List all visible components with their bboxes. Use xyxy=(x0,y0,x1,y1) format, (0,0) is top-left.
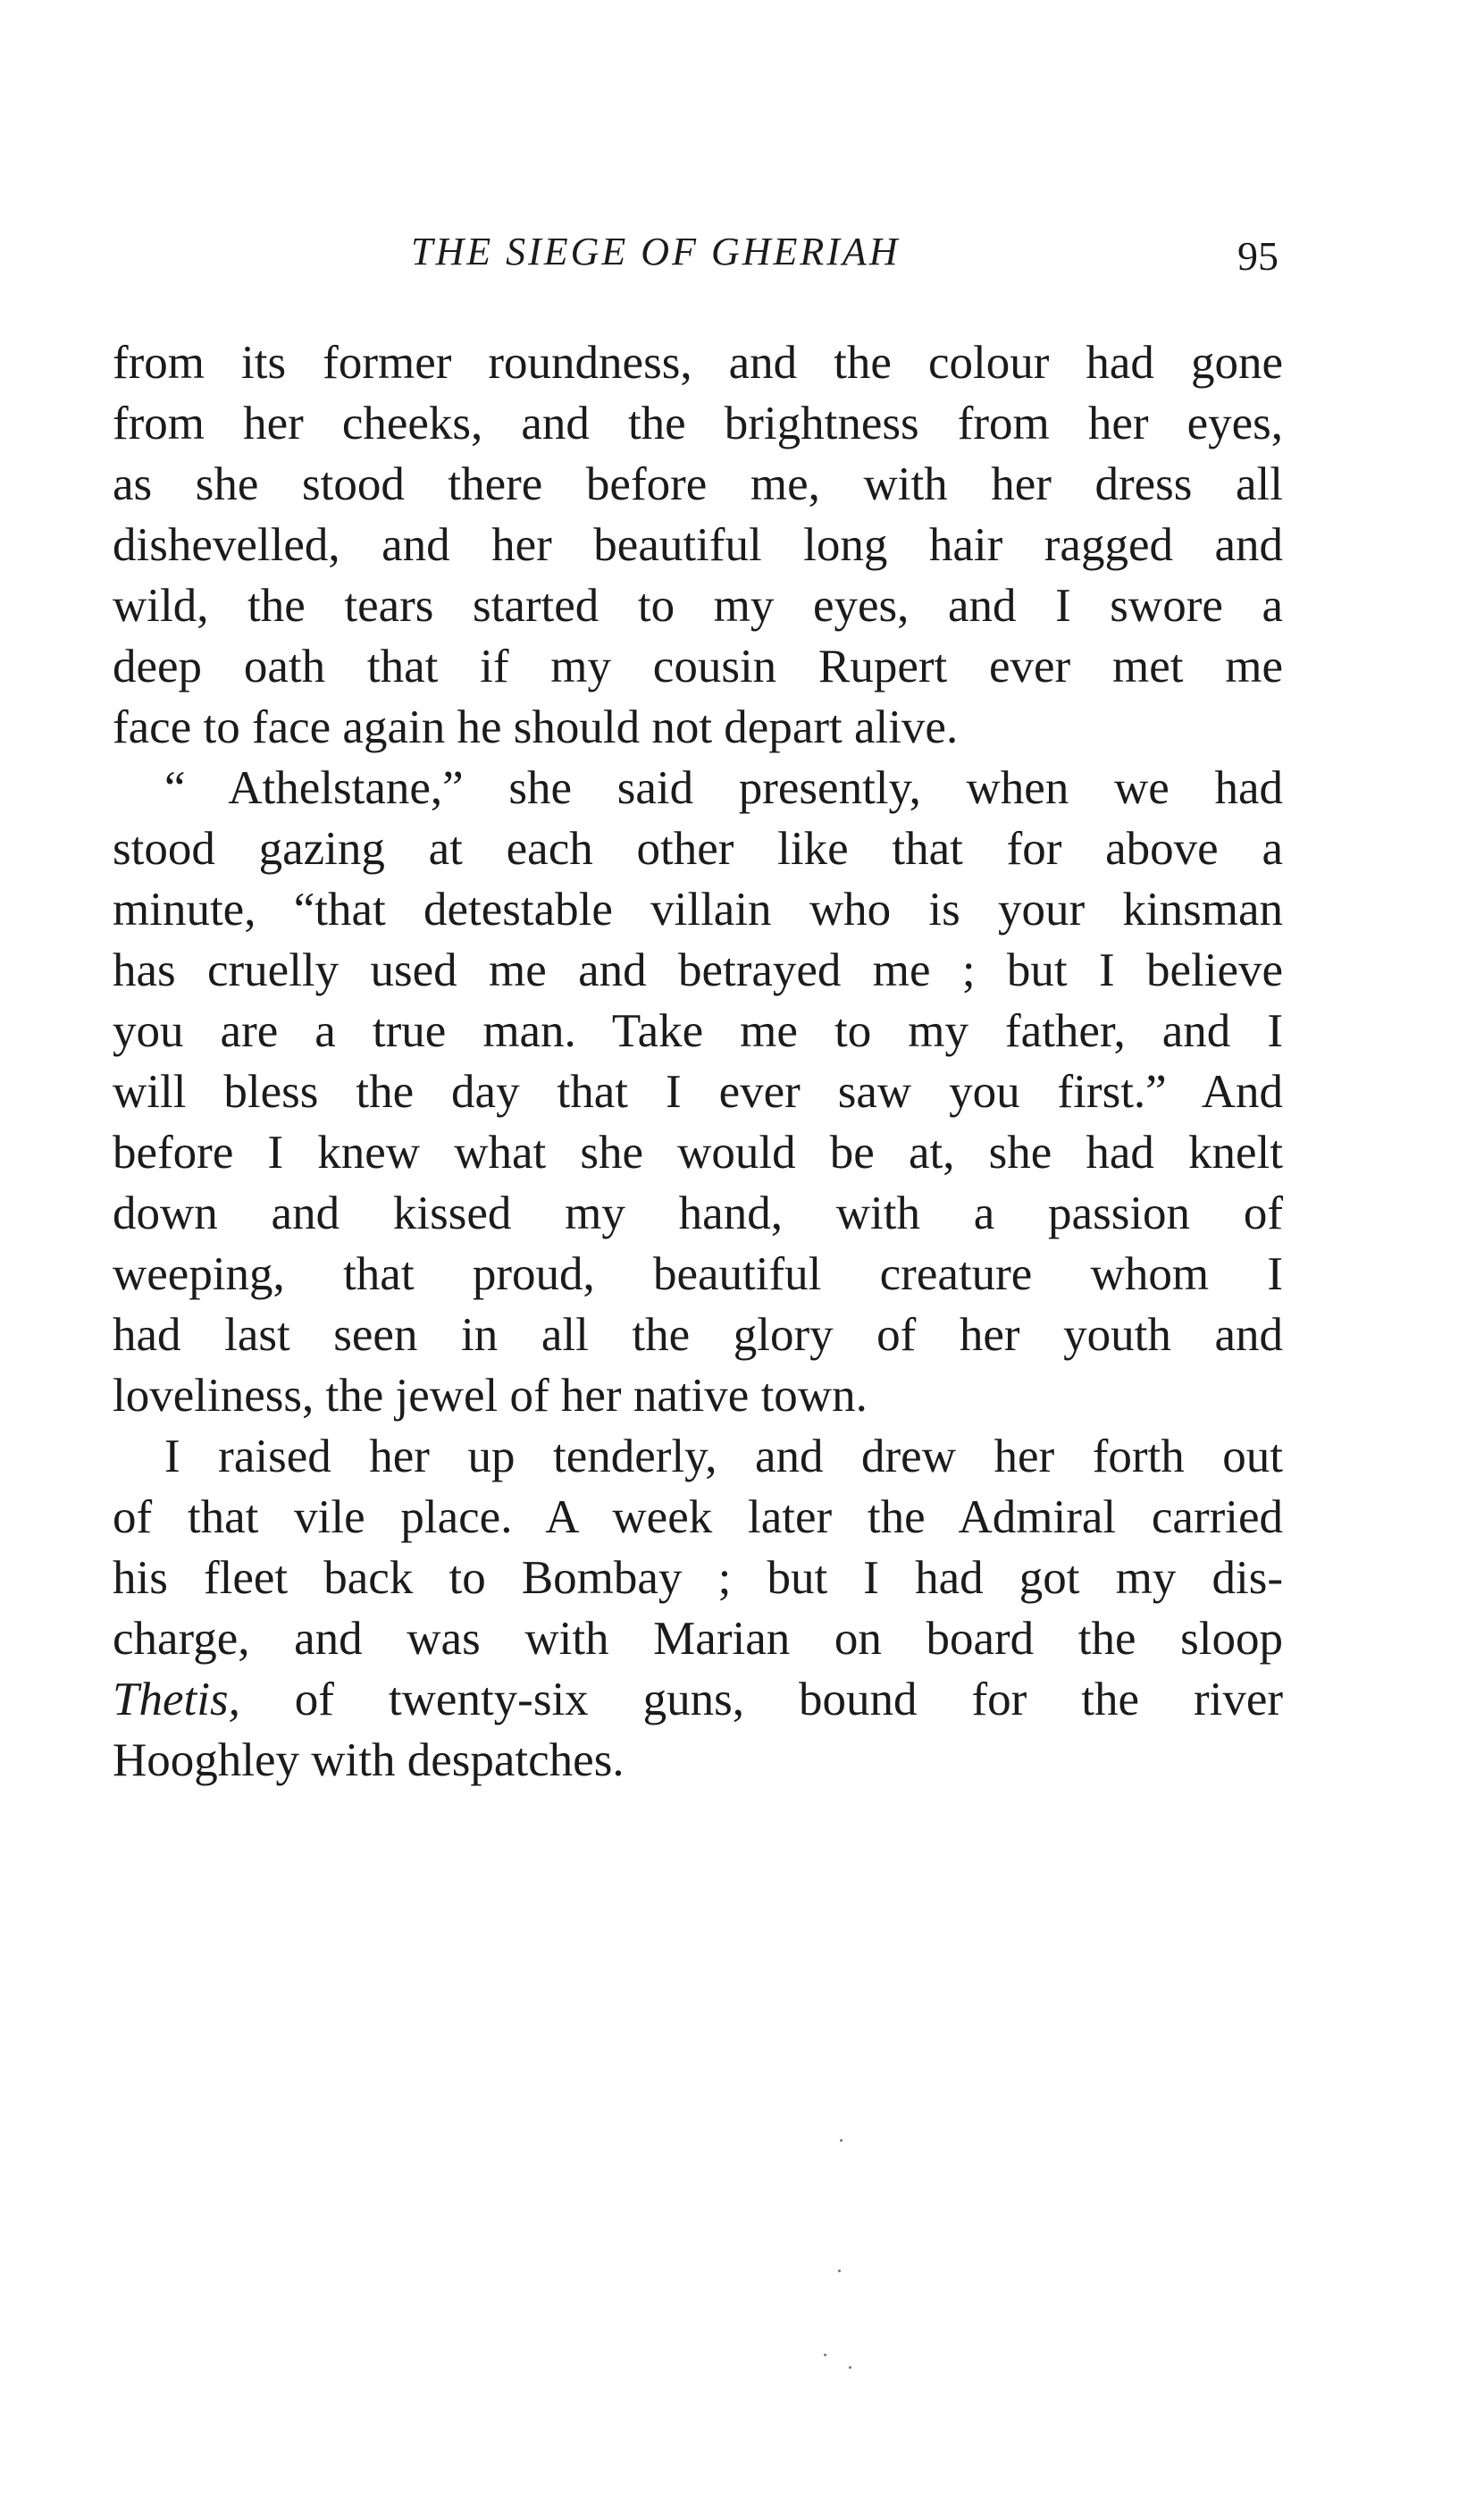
page-number: 95 xyxy=(1237,233,1279,279)
text-line: of that vile place. A week later the Admiral carried xyxy=(113,1491,1283,1543)
text-line: his fleet back to Bombay ; but I had got my dis- xyxy=(113,1552,1283,1604)
paper-speck xyxy=(824,2354,826,2356)
text-line: has cruelly used me and betrayed me ; but I believe xyxy=(113,944,1283,996)
text-line: I raised her up tenderly, and drew her forth out xyxy=(164,1431,1283,1482)
text-line: wild, the tears started to my eyes, and I swore a xyxy=(113,580,1283,632)
text-line: from her cheeks, and the brightness from her eyes, xyxy=(113,398,1283,449)
text-line: had last seen in all the glory of her youth and xyxy=(113,1309,1283,1361)
text-line: before I knew what she would be at, she had knelt xyxy=(113,1127,1283,1179)
text-line: loveliness, the jewel of her native town. xyxy=(113,1370,868,1422)
text-line: dishevelled, and her beautiful long hair ragged and xyxy=(113,519,1283,571)
text-line: deep oath that if my cousin Rupert ever met me xyxy=(113,641,1283,692)
paper-speck xyxy=(840,2139,843,2142)
text-line: down and kissed my hand, with a passion of xyxy=(113,1188,1283,1239)
text-line: you are a true man. Take me to my father, and I xyxy=(113,1005,1283,1057)
text-line: will bless the day that I ever saw you first.” And xyxy=(113,1066,1283,1118)
text-line: minute, “that detestable villain who is your kinsman xyxy=(113,884,1283,936)
text-line: “ Athelstane,” she said presently, when we had xyxy=(164,762,1283,814)
paper-speck xyxy=(838,2270,841,2272)
ship-name: Thetis, xyxy=(113,1674,240,1725)
text-line-rest: of twenty-six guns, bound for the river xyxy=(239,1674,1283,1725)
running-head xyxy=(0,229,1484,282)
text-line xyxy=(113,1669,1283,1730)
text-line: as she stood there before me, with her dress all xyxy=(113,458,1283,510)
text-line: charge, and was with Marian on board the sloop xyxy=(113,1613,1283,1665)
text-line: from its former roundness, and the colour had gone xyxy=(113,337,1283,389)
text-line: face to face again he should not depart alive. xyxy=(113,701,959,753)
text-line: stood gazing at each other like that for above a xyxy=(113,823,1283,875)
text-line: Hooghley with despatches. xyxy=(113,1734,625,1786)
body-text xyxy=(113,332,1283,1791)
text-line: weeping, that proud, beautiful creature whom I xyxy=(113,1248,1283,1300)
running-title: THE SIEGE OF GHERIAH xyxy=(411,230,901,273)
paper-speck xyxy=(849,2366,851,2369)
